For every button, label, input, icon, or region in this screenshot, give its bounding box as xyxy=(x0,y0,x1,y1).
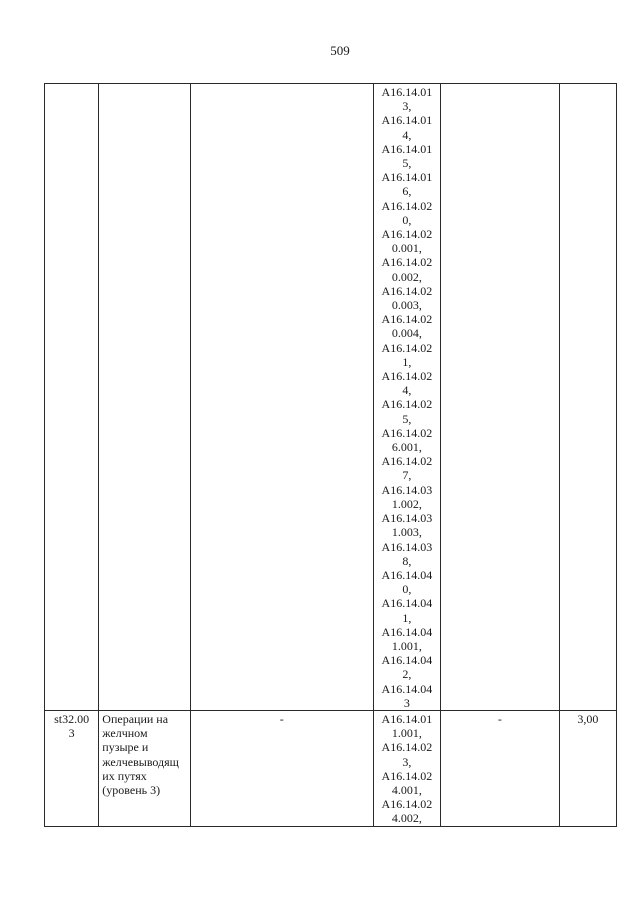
service-code-line: А16.14.02 xyxy=(381,454,433,469)
service-code-line: 0.004, xyxy=(391,326,422,341)
cell-coefficient: 3,00 xyxy=(559,710,616,826)
cell-other-criteria xyxy=(441,84,560,711)
cell-name xyxy=(99,84,190,711)
service-code-line: А16.14.04 xyxy=(381,596,433,611)
service-code-line: 3 xyxy=(403,695,410,710)
service-code-line: 0.001, xyxy=(391,241,422,256)
cell-other-criteria: - xyxy=(441,710,560,826)
cell-services xyxy=(373,710,440,826)
group-name-line: их путях xyxy=(102,768,147,783)
group-code-line: st32.00 xyxy=(54,711,90,726)
service-code-line: 5, xyxy=(402,411,412,426)
service-code-line: А16.14.01 xyxy=(381,113,433,128)
service-code-line: А16.14.03 xyxy=(381,539,433,554)
group-name-line: (уровень 3) xyxy=(102,782,161,797)
service-code-line: 1.003, xyxy=(391,525,422,540)
service-code-line: А16.14.02 xyxy=(381,797,433,812)
page-number: 509 xyxy=(330,43,350,58)
service-code-line: 1, xyxy=(402,354,412,369)
service-code-line: 3, xyxy=(402,99,412,114)
service-code-line: 2, xyxy=(402,667,412,682)
service-code-line: А16.14.04 xyxy=(381,624,433,639)
service-code-line: 7, xyxy=(402,468,412,483)
table-row xyxy=(45,710,617,826)
cell-code xyxy=(45,710,99,826)
service-code-line: А16.14.03 xyxy=(381,511,433,526)
service-code-line: А16.14.01 xyxy=(381,711,433,726)
service-code-line: 0.003, xyxy=(391,298,422,313)
cell-services xyxy=(373,84,440,711)
service-code-line: А16.14.02 xyxy=(381,227,433,242)
cell-name xyxy=(99,710,190,826)
service-code-line: 1.001, xyxy=(391,638,422,653)
service-code-line: А16.14.02 xyxy=(381,283,433,298)
service-code-line: А16.14.02 xyxy=(381,768,433,783)
service-code-line: 6.001, xyxy=(391,440,422,455)
service-code-line: 4, xyxy=(402,383,412,398)
cell-coefficient xyxy=(559,84,616,711)
service-code-line: А16.14.02 xyxy=(381,369,433,384)
group-name-line: пузыре и xyxy=(102,740,149,755)
service-code-line: А16.14.04 xyxy=(381,681,433,696)
service-code-line: 5, xyxy=(402,156,412,171)
service-code-line: А16.14.01 xyxy=(381,85,433,99)
service-code-line: 1.001, xyxy=(391,726,422,741)
service-code-line: А16.14.02 xyxy=(381,425,433,440)
service-code-line: 6, xyxy=(402,184,412,199)
service-code-line: 4, xyxy=(402,127,412,142)
service-code-line: А16.14.04 xyxy=(381,653,433,668)
service-code-line: 4.001, xyxy=(391,782,422,797)
group-code-line: 3 xyxy=(68,726,75,741)
cell-diagnoses xyxy=(190,84,373,711)
group-name-line: Операции на xyxy=(102,711,169,726)
table-row xyxy=(45,84,617,711)
cell-code xyxy=(45,84,99,711)
service-code-line: А16.14.02 xyxy=(381,740,433,755)
service-code-line: 0, xyxy=(402,582,412,597)
group-name-line: желчевыводящ xyxy=(102,754,179,769)
service-code-line: А16.14.04 xyxy=(381,567,433,582)
service-code-line: А16.14.01 xyxy=(381,170,433,185)
service-code-line: А16.14.02 xyxy=(381,198,433,213)
service-code-line: 4.002, xyxy=(391,811,422,826)
service-code-line: А16.14.02 xyxy=(381,397,433,412)
service-code-line: 3, xyxy=(402,754,412,769)
group-name-line: желчном xyxy=(102,726,148,741)
service-code-line: А16.14.01 xyxy=(381,141,433,156)
service-code-line: А16.14.02 xyxy=(381,255,433,270)
service-code-line: 0, xyxy=(402,212,412,227)
service-code-line: 1, xyxy=(402,610,412,625)
service-code-line: 8, xyxy=(402,553,412,568)
service-code-line: 0.002, xyxy=(391,269,422,284)
service-code-line: А16.14.02 xyxy=(381,340,433,355)
service-code-line: А16.14.02 xyxy=(381,312,433,327)
cell-diagnoses: - xyxy=(190,710,373,826)
tariff-table xyxy=(44,83,617,827)
service-code-line: А16.14.03 xyxy=(381,482,433,497)
service-code-line: 1.002, xyxy=(391,496,422,511)
